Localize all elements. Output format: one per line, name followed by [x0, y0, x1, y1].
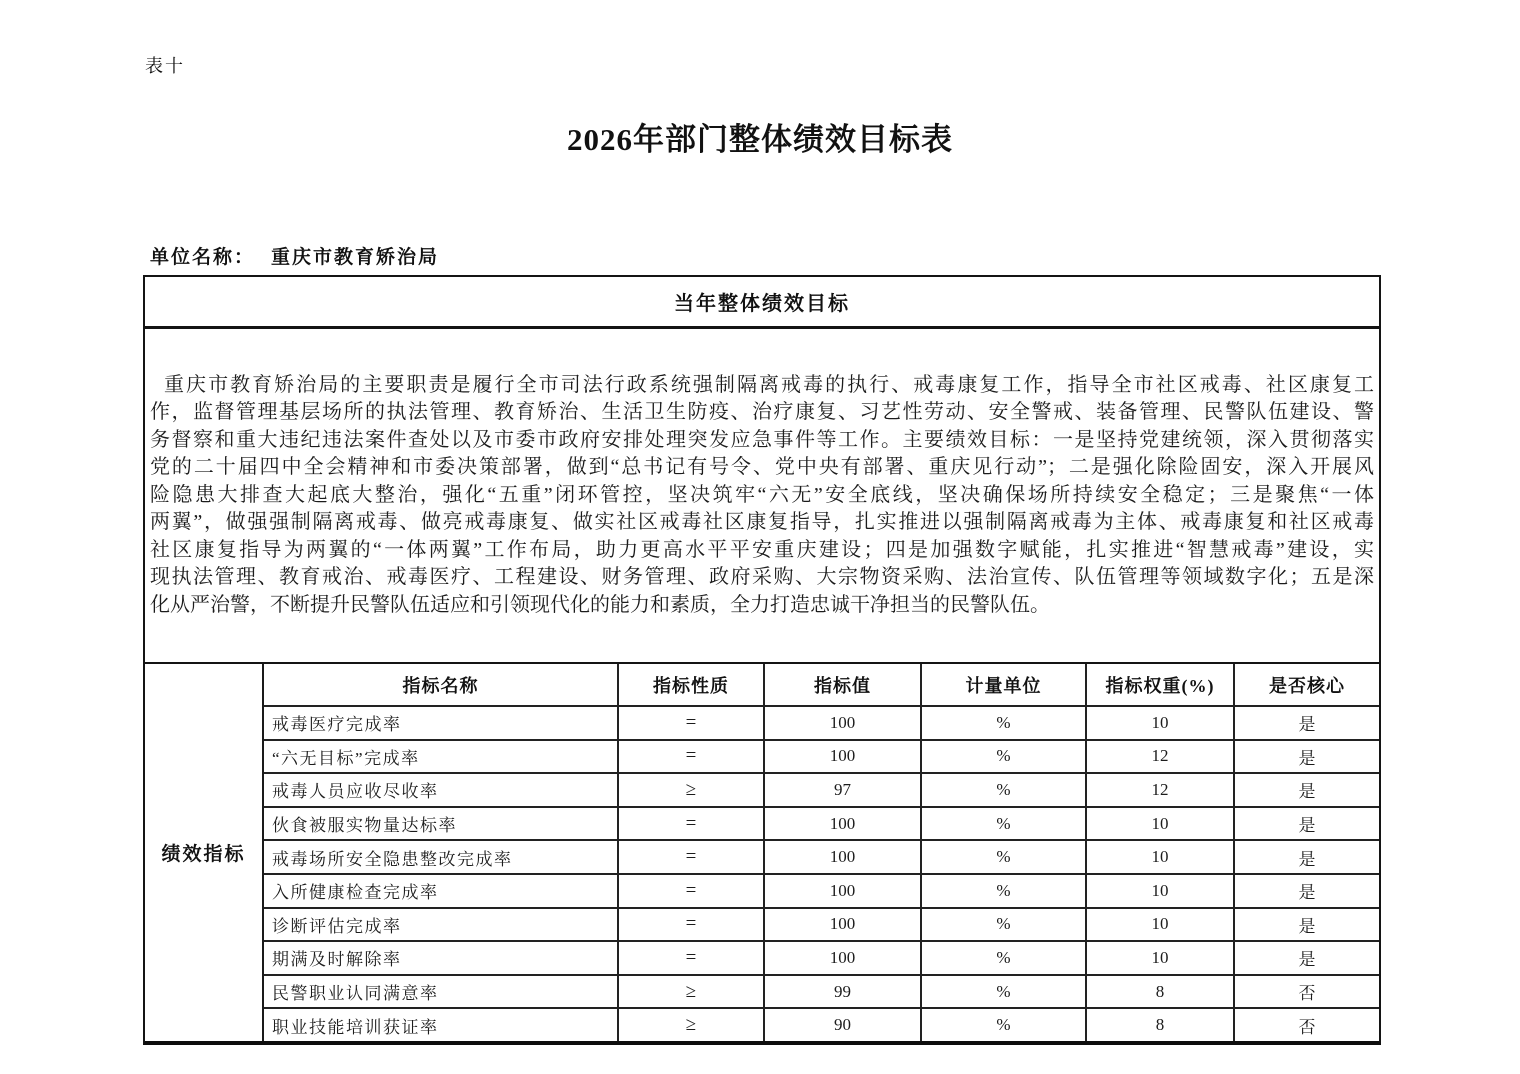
- indicator-value-cell: 100: [763, 739, 920, 773]
- indicator-value-cell: 90: [763, 1007, 920, 1041]
- goal-paragraph-line: 重庆市教育矫治局的主要职责是履行全市司法行政系统强制隔离戒毒的执行、戒毒康复工作，指导全市社区戒毒、社区康复工: [164, 373, 1374, 396]
- indicator-nature-cell: =: [617, 839, 763, 873]
- indicator-unit-cell: %: [920, 1007, 1085, 1041]
- indicator-unit-cell: %: [920, 907, 1085, 941]
- indicator-name-cell: “六无目标”完成率: [264, 739, 617, 773]
- indicator-name-cell: 伙食被服实物量达标率: [264, 806, 617, 840]
- indicator-value-cell: 100: [763, 907, 920, 941]
- indicator-name-cell: 戒毒医疗完成率: [264, 705, 617, 739]
- indicator-value-cell: 99: [763, 974, 920, 1008]
- indicator-value-cell: 97: [763, 772, 920, 806]
- indicator-nature-cell: ≥: [617, 974, 763, 1008]
- column-header-name: 指标名称: [402, 675, 479, 696]
- unit-name-line: [150, 242, 439, 269]
- indicator-weight-cell: 10: [1085, 873, 1233, 907]
- indicator-weight-cell: 12: [1085, 772, 1233, 806]
- column-header-unit: 计量单位: [920, 664, 1085, 705]
- indicator-value-cell: 100: [763, 806, 920, 840]
- indicator-unit-cell: %: [920, 772, 1085, 806]
- goal-paragraph-line: 党的二十届四中全会精神和市委决策部署，做到“总书记有号令、党中央有部署、重庆见行动”；二是强化除险固安，深入开展风: [150, 456, 1374, 479]
- goal-paragraph: [145, 329, 1379, 664]
- indicator-name-cell: 职业技能培训获证率: [264, 1007, 617, 1041]
- indicator-weight-cell: 10: [1085, 705, 1233, 739]
- indicator-core-cell: 否: [1233, 974, 1379, 1008]
- indicator-value-cell: 100: [763, 705, 920, 739]
- goal-section-header: 当年整体绩效目标: [145, 277, 1379, 329]
- indicator-unit-cell: %: [920, 873, 1085, 907]
- indicator-core-cell: 是: [1233, 839, 1379, 873]
- indicator-core-cell: 是: [1233, 873, 1379, 907]
- indicator-nature-cell: =: [617, 907, 763, 941]
- indicator-weight-cell: 8: [1085, 1007, 1233, 1041]
- indicator-core-cell: 是: [1233, 940, 1379, 974]
- indicator-name-cell: 诊断评估完成率: [264, 907, 617, 941]
- indicator-value-cell: 100: [763, 873, 920, 907]
- indicator-unit-cell: %: [920, 940, 1085, 974]
- indicator-unit-cell: %: [920, 974, 1085, 1008]
- goal-paragraph-line: 两翼”，做强强制隔离戒毒、做亮戒毒康复、做实社区戒毒社区康复指导，扎实推进以强制隔离戒毒为主体、戒毒康复和社区戒毒: [150, 511, 1374, 534]
- indicator-nature-cell: ≥: [617, 1007, 763, 1041]
- indicator-core-cell: 否: [1233, 1007, 1379, 1041]
- goal-paragraph-line: 作，监督管理基层场所的执法管理、教育矫治、生活卫生防疫、治疗康复、习艺性劳动、安全警戒、装备管理、民警队伍建设、警: [150, 401, 1374, 424]
- indicator-weight-cell: 10: [1085, 839, 1233, 873]
- indicator-unit-cell: %: [920, 705, 1085, 739]
- indicator-name-cell: 入所健康检查完成率: [264, 873, 617, 907]
- indicator-weight-cell: 10: [1085, 806, 1233, 840]
- indicator-section: [145, 664, 1379, 1041]
- indicator-core-cell: 是: [1233, 739, 1379, 773]
- column-header-nature: 指标性质: [617, 664, 763, 705]
- indicator-nature-cell: =: [617, 806, 763, 840]
- unit-name-value: 重庆市教育矫治局: [271, 247, 440, 268]
- indicator-nature-cell: =: [617, 705, 763, 739]
- indicator-nature-cell: ≥: [617, 772, 763, 806]
- goal-paragraph-line: 现执法管理、教育戒治、戒毒医疗、工程建设、财务管理、政府采购、大宗物资采购、法治宣传、队伍管理等领域数字化；五是深: [150, 566, 1374, 589]
- unit-name-label: 单位名称：: [150, 247, 256, 268]
- indicator-weight-cell: 8: [1085, 974, 1233, 1008]
- indicator-weight-cell: 10: [1085, 940, 1233, 974]
- indicator-weight-cell: 10: [1085, 907, 1233, 941]
- indicator-core-cell: 是: [1233, 907, 1379, 941]
- indicator-name-cell: 戒毒场所安全隐患整改完成率: [264, 839, 617, 873]
- goal-paragraph-line: 社区康复指导为两翼的“一体两翼”工作布局，助力更高水平平安重庆建设；四是加强数字赋能，扎实推进“智慧戒毒”建设，实: [150, 538, 1374, 561]
- indicator-value-cell: 100: [763, 940, 920, 974]
- indicator-core-cell: 是: [1233, 705, 1379, 739]
- indicator-weight-cell: 12: [1085, 739, 1233, 773]
- indicator-core-cell: 是: [1233, 772, 1379, 806]
- indicator-nature-cell: =: [617, 940, 763, 974]
- indicator-unit-cell: %: [920, 739, 1085, 773]
- indicator-unit-cell: %: [920, 806, 1085, 840]
- column-header-value: 指标值: [763, 664, 920, 705]
- indicator-name-cell: 期满及时解除率: [264, 940, 617, 974]
- row-group-label: 绩效指标: [145, 664, 264, 1041]
- goal-paragraph-line: 险隐患大排查大起底大整治，强化“五重”闭环管控，坚决筑牢“六无”安全底线，坚决确保场所持续安全稳定；三是聚焦“一体: [150, 483, 1374, 506]
- indicator-nature-cell: =: [617, 873, 763, 907]
- goal-paragraph-line: 化从严治警，不断提升民警队伍适应和引领现代化的能力和素质，全力打造忠诚干净担当的民警队伍。: [150, 593, 1050, 616]
- indicator-name-cell: 民警职业认同满意率: [264, 974, 617, 1008]
- indicator-core-cell: 是: [1233, 806, 1379, 840]
- goal-paragraph-line: 务督察和重大违纪违法案件查处以及市委市政府安排处理突发应急事件等工作。主要绩效目标：一是坚持党建统领，深入贯彻落实: [150, 428, 1374, 451]
- indicator-value-cell: 100: [763, 839, 920, 873]
- indicator-nature-cell: =: [617, 739, 763, 773]
- performance-target-table: [143, 275, 1381, 1045]
- table-number-label: 表十: [145, 56, 185, 76]
- indicator-unit-cell: %: [920, 839, 1085, 873]
- column-header-weight: 指标权重(%): [1085, 664, 1233, 705]
- page-title: 2026年部门整体绩效目标表: [567, 122, 953, 157]
- column-header-core: 是否核心: [1233, 664, 1379, 705]
- indicator-name-cell: 戒毒人员应收尽收率: [264, 772, 617, 806]
- indicator-grid: [264, 664, 1379, 1041]
